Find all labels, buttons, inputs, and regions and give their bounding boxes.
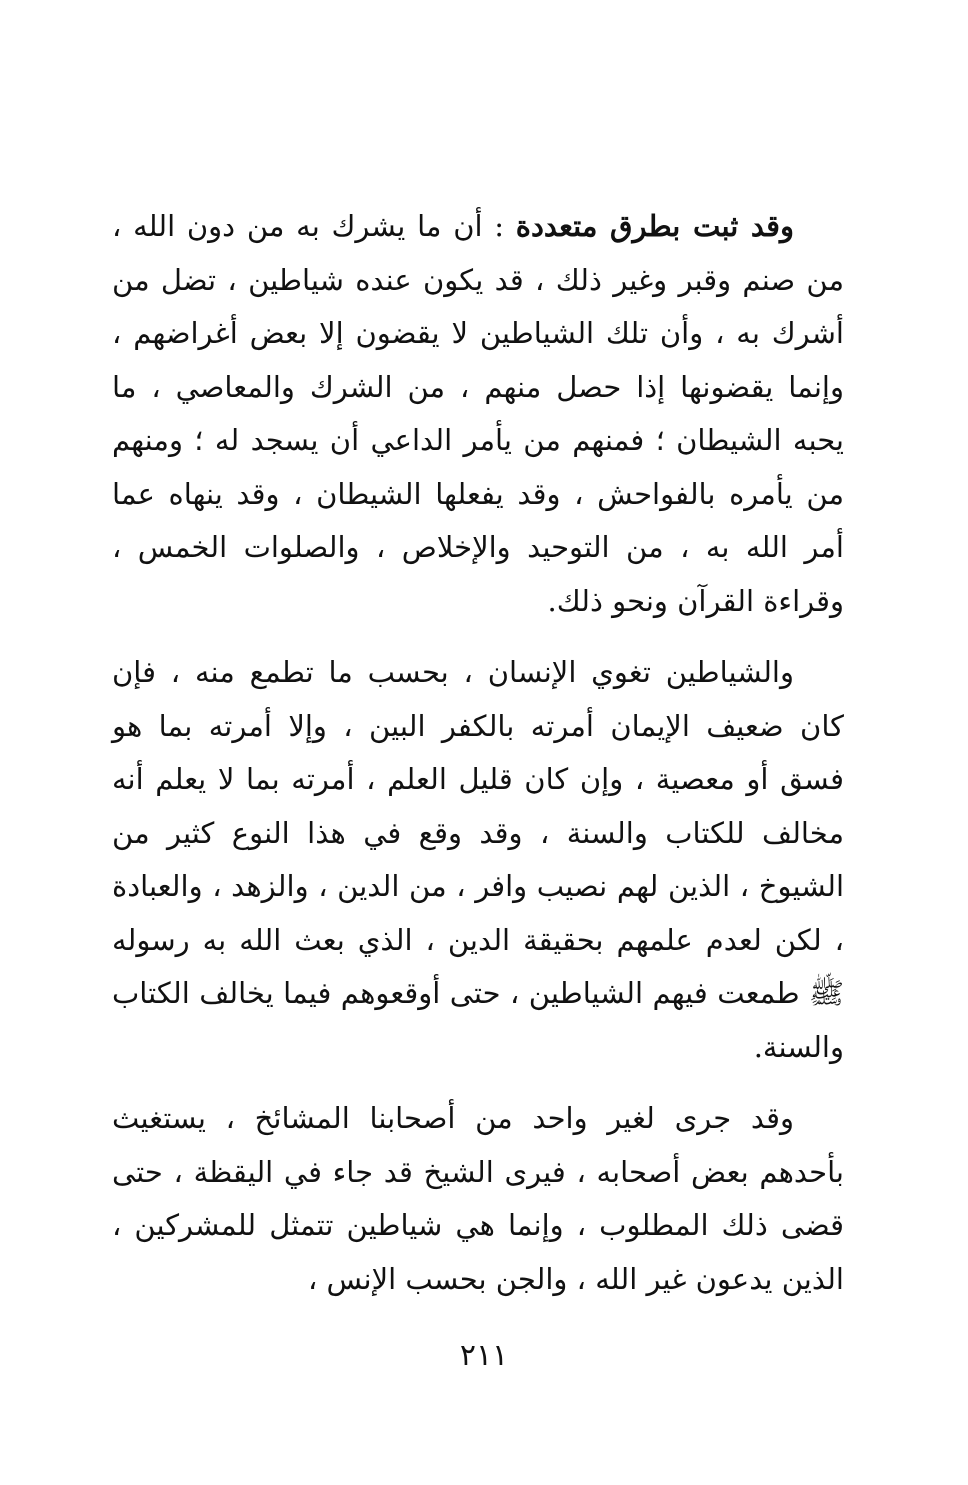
paragraph-1-text: : أن ما يشرك به من دون الله ، من صنم وقبر وغير ذلك ، قد يكون عنده شياطين ، تضل من أشرك به ، وأن تلك الشياطين لا يقضون إلا بعض أغراضهم ، وإنما يقضونها إذا حصل منهم ، من الشرك والمعاصي ، ما يحبه الشيطان ؛ فمنهم من يأمر الداعي أن يسجد له ؛ ومنهم من يأمره بالفواحش ، وقد يفعلها الشيطان ، وقد ينهاه عما أمر الله به ، من التوحيد والإخلاص ، والصلوات الخمس ، وقراءة القرآن ونحو ذلك. (112, 209, 845, 618)
paragraph-3-text: وقد جرى لغير واحد من أصحابنا المشائخ ، يستغيث بأحدهم بعض أصحابه ، فيرى الشيخ قد جاء في اليقظة ، حتى قضى ذلك المطلوب ، وإنما هي شياطين تتمثل للمشركين ، الذين يدعون غير الله ، والجن بحسب الإنس ، (112, 1101, 844, 1296)
page-number: ٢١١ (459, 1338, 509, 1373)
paragraph-2 (112, 646, 844, 1074)
paragraph-1-lead: وقد ثبت بطرق متعددة (515, 209, 794, 243)
page-body (112, 200, 844, 1324)
paragraph-3 (112, 1092, 844, 1306)
paragraph-1 (112, 200, 844, 628)
paragraph-2-text: والشياطين تغوي الإنسان ، بحسب ما تطمع منه ، فإن كان ضعيف الإيمان أمرته بالكفر البين ، وإلا أمرته بما هو فسق أو معصية ، وإن كان قليل العلم ، أمرته بما لا يعلم أنه مخالف للكتاب والسنة ، وقد وقع في هذا النوع كثير من الشيوخ ، الذين لهم نصيب وافر ، من الدين ، والزهد ، والعبادة ، لكن لعدم علمهم بحقيقة الدين ، الذي بعث الله به رسوله ﷺ طمعت فيهم الشياطين ، حتى أوقعوهم فيما يخالف الكتاب والسنة. (112, 655, 844, 1064)
